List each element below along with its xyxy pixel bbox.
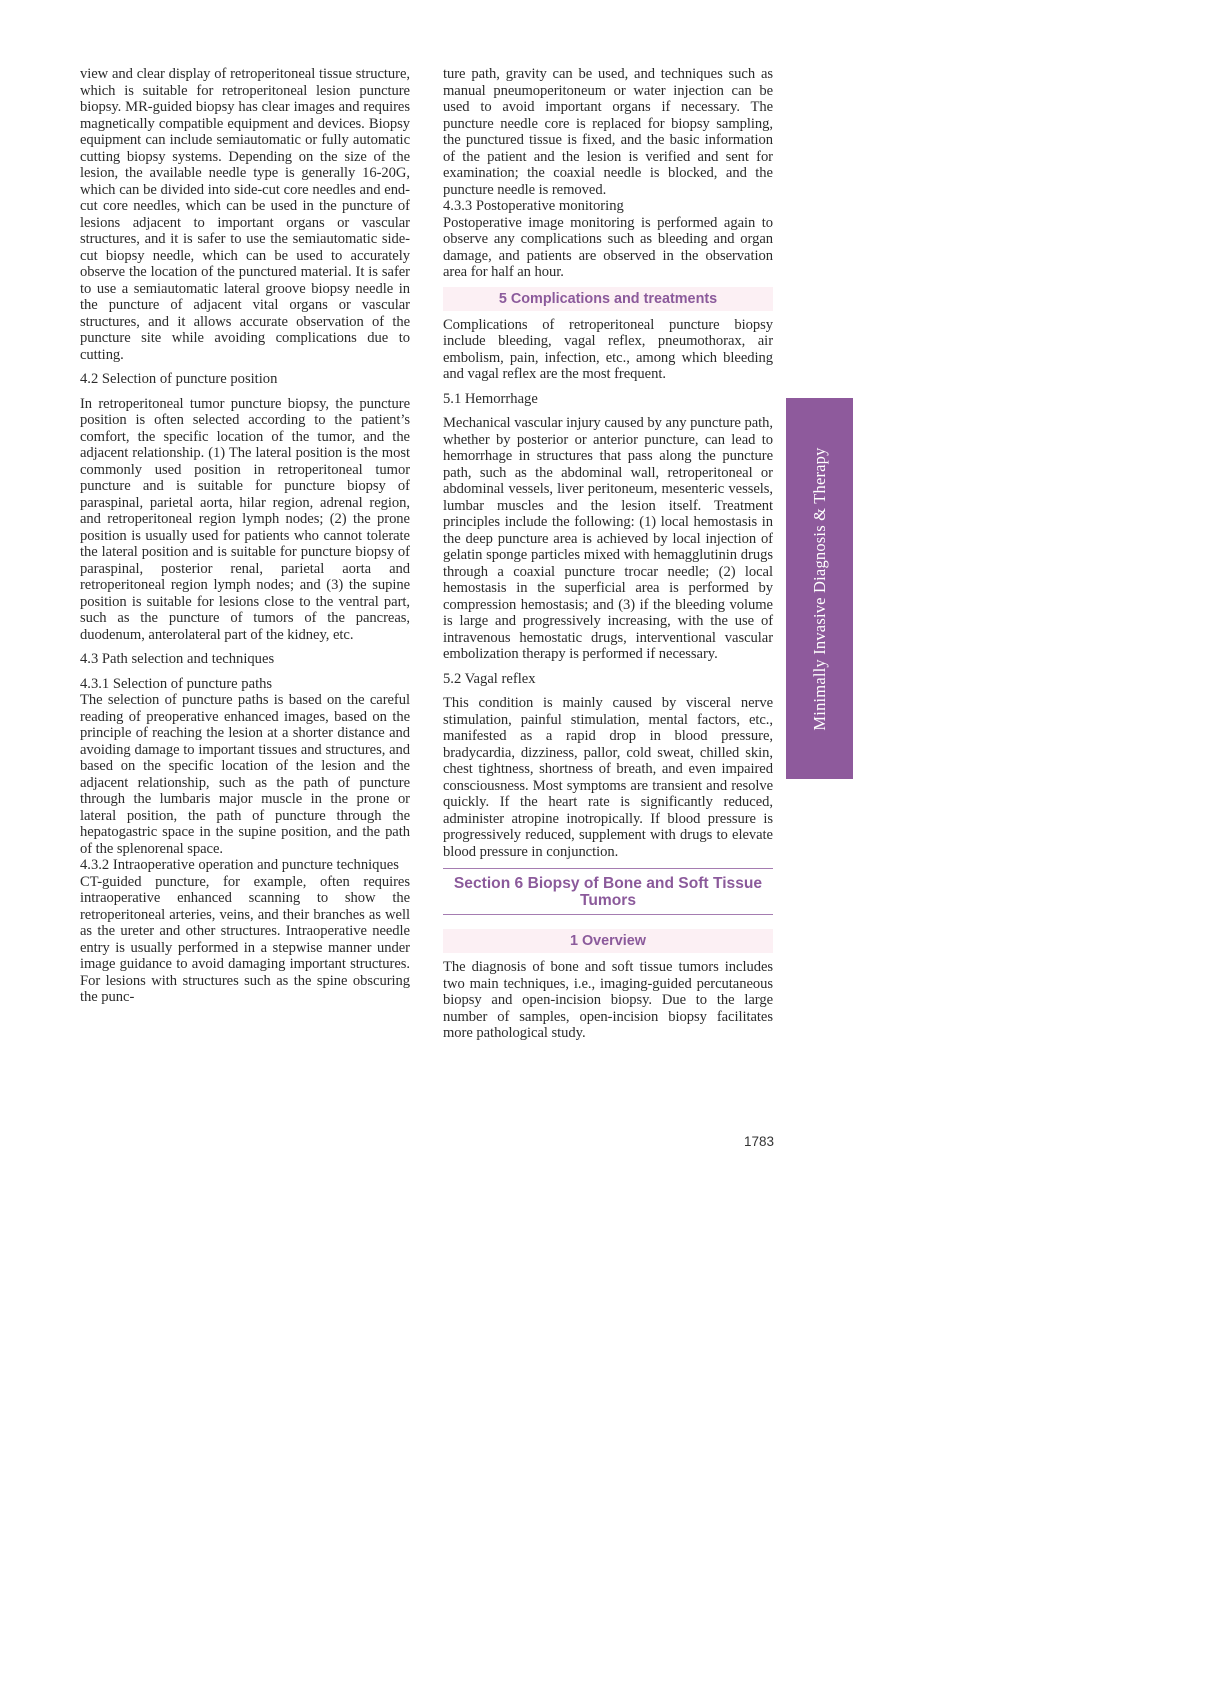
side-tab-label: Minimally Invasive Diagnosis & Therapy	[809, 446, 829, 731]
section-6-heading: Section 6 Biopsy of Bone and Soft Tissue Tumors	[443, 868, 773, 915]
paragraph-4-3-3: Postoperative image monitoring is performed again to observe any complications such as bleeding and organ damage, and patients are observed in the observation area for half an hour.	[443, 214, 773, 280]
left-column	[80, 66, 410, 1006]
heading-5-1: 5.1 Hemorrhage	[443, 390, 538, 407]
paragraph-4-3-1: The selection of puncture paths is based on the careful reading of preoperative enhanced images, based on the principle of reaching the lesion at a shorter distance and avoiding damage to important tissues and structures, and based on the specific location of the lesion and the adjacent relationship, such as the path of puncture through the lumbaris major muscle in the prone or lateral position, the path of puncture through the hepatogastric space in the supine position, and the path of the splenorenal space.	[80, 692, 410, 857]
side-tab	[786, 398, 853, 779]
paragraph-5: Complications of retroperitoneal puncture biopsy include bleeding, vagal reflex, pneumothorax, air embolism, pain, infection, etc., among which bleeding and vagal reflex are the most frequent.	[443, 316, 773, 382]
paragraph-5-1: Mechanical vascular injury caused by any puncture path, whether by posterior or anterior puncture, can lead to hemorrhage in structures that pass along the puncture path, such as the abdominal wall, retroperitoneal or abdominal vessels, liver peritoneum, mesenteric vessels, lumbar muscles and the lesion itself. Treatment principles include the following: (1) local hemostasis in the deep puncture area is achieved by local injection of gelatin sponge particles mixed with hemagglutinin drugs through a coaxial puncture trocar needle; (2) local hemostasis in the superficial area is performed by compression hemostasis; and (3) if the bleeding volume is large and progressively increasing, with the use of intravenous hemostatic drugs, interventional vascular embolization therapy is performed if necessary.	[443, 415, 773, 662]
heading-4-3: 4.3 Path selection and techniques	[80, 651, 275, 667]
heading-band-1: 1 Overview	[443, 929, 773, 953]
paragraph-1-overview: The diagnosis of bone and soft tissue tumors includes two main techniques, i.e., imaging-guided percutaneous biopsy and open-incision biopsy. Due to the large number of samples, open-incision biopsy facilitates more pathological study.	[443, 959, 773, 1041]
paragraph-4-2: In retroperitoneal tumor puncture biopsy, the puncture position is often selected according to the patient’s comfort, the specific location of the tumor, and the adjacent relationship. (1) The lateral position is the most commonly used position in retroperitoneal tumor puncture and is suitable for puncture biopsy of paraspinal, parietal aorta, hilar region, adrenal region, and retroperitoneal region lymph nodes; (2) the prone position is usually used for patients who cannot tolerate the lateral position and is suitable for puncture biopsy of paraspinal, posterior renal, parietal aorta and retroperitoneal region lymph nodes; and (3) the supine position is suitable for lesions close to the ventral part, such as the puncture of tumors of the pancreas, duodenum, anterolateral part of the kidney, etc.	[80, 395, 410, 643]
heading-4-3-3: 4.3.3 Postoperative monitoring	[443, 198, 624, 214]
heading-band-5: 5 Complications and treatments	[443, 287, 773, 311]
paragraph-5-2: This condition is mainly caused by visceral nerve stimulation, painful stimulation, mental factors, etc., manifested as a rapid drop in blood pressure, bradycardia, dizziness, pallor, cold sweat, chilled skin, chest tightness, shortness of breath, and even impaired consciousness. Most symptoms are transient and resolve quickly. If the heart rate is significantly reduced, administer atropine inotropically. If blood pressure is progressively reduced, supplement with drugs to elevate blood pressure in conjunction.	[443, 695, 773, 860]
intro-paragraph: view and clear display of retroperitoneal tissue structure, which is suitable for retroperitoneal lesion puncture biopsy. MR-guided biopsy has clear images and requires magnetically compatible equipment and devices. Biopsy equipment can include semiautomatic or fully automatic cutting biopsy systems. Depending on the size of the lesion, the available needle type is generally 16-20G, which can be divided into side-cut core needles and end-cut core needles, which can be used in the puncture of lesions adjacent to important organs or vascular structures, and it is safer to use the semiautomatic side-cut biopsy needle, which can be used to accurately observe the location of the punctured material. It is safer to use a semiautomatic lateral groove biopsy needle in the puncture of adjacent vital organs or vascular structures, and it allows accurate observation of the puncture site while avoiding complications due to cutting.	[80, 66, 410, 363]
paragraph-4-3-2: CT-guided puncture, for example, often requires intraoperative enhanced scanning to show the retroperitoneal arteries, veins, and their branches as well as the ureter and other structures. Intraoperative needle entry is usually performed in a stepwise manner under image guidance to avoid damaging important structures. For lesions with structures such as the spine obscuring the punc-	[80, 873, 410, 1005]
heading-4-3-1: 4.3.1 Selection of puncture paths	[80, 675, 273, 692]
continued-paragraph: ture path, gravity can be used, and techniques such as manual pneumoperitoneum or water injection can be used to avoid important organs if necessary. The puncture needle core is replaced for biopsy sampling, the punctured tissue is fixed, and the basic information of the patient and the lesion is verified and sent for examination; the coaxial needle is blocked, and the puncture needle is removed.	[443, 66, 773, 198]
right-column	[443, 66, 773, 1042]
page-number: 1783	[743, 1134, 774, 1149]
heading-5-2: 5.2 Vagal reflex	[443, 670, 536, 687]
heading-4-2: 4.2 Selection of puncture position	[80, 371, 278, 387]
heading-4-3-2: 4.3.2 Intraoperative operation and puncture techniques	[80, 857, 399, 873]
